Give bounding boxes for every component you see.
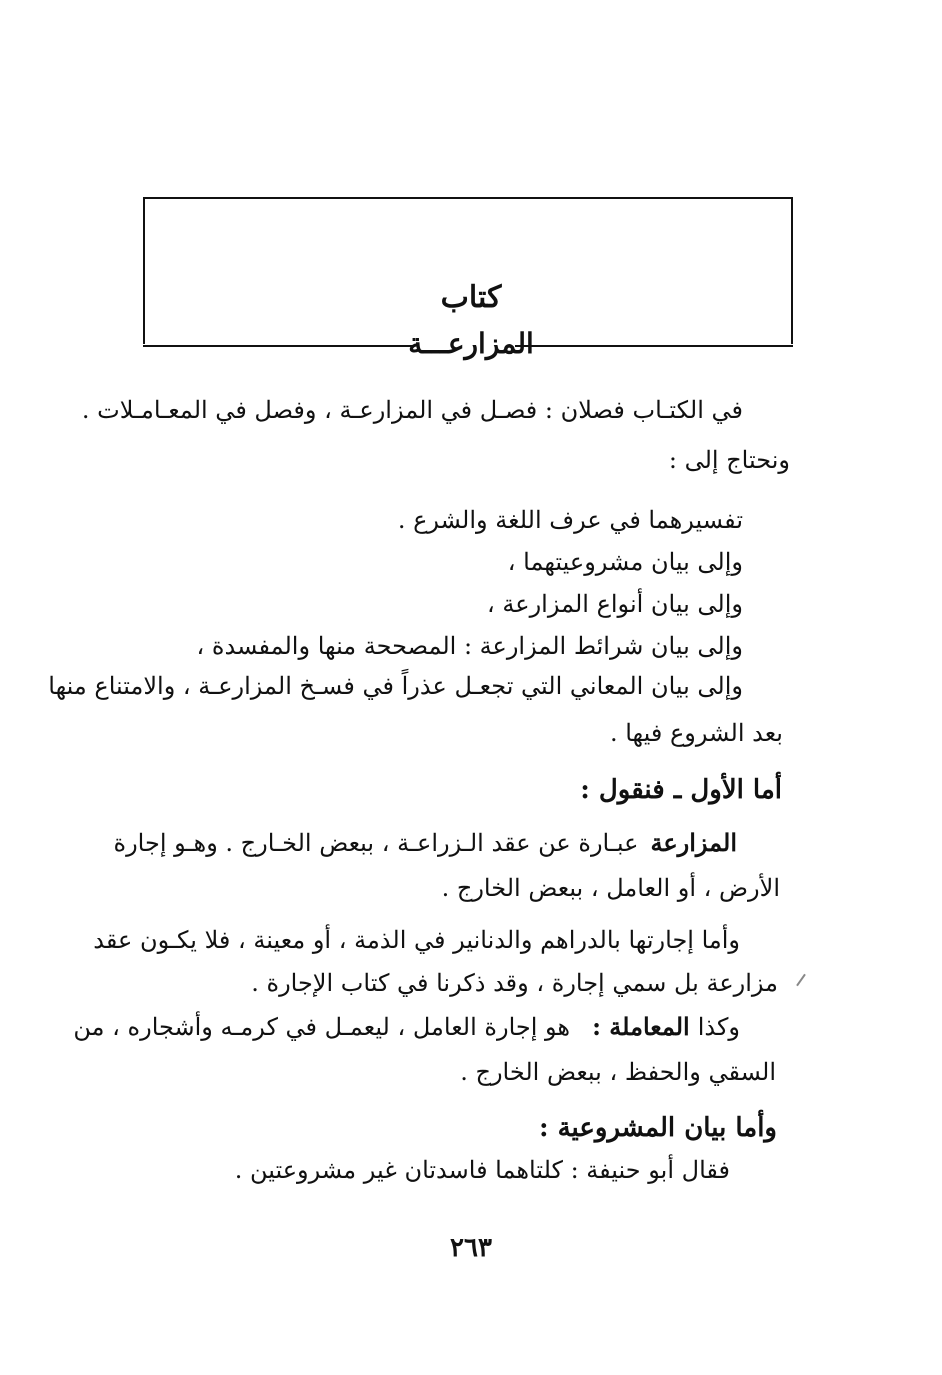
page-number: ٢٦٣ bbox=[450, 1233, 492, 1263]
definition-line-1 bbox=[113, 826, 737, 860]
intro-line-1: في الكتـاب فصلان : فصـل في المزارعـة ، وفصل في المعـامـلات . bbox=[81, 396, 743, 424]
definition-term: المزارعة bbox=[650, 828, 737, 857]
para3-line-1 bbox=[73, 1010, 740, 1044]
list-item-5-continuation: بعد الشروع فيها . bbox=[609, 719, 783, 747]
definition-line-2: الأرض ، أو العامل ، ببعض الخارج . bbox=[441, 874, 780, 902]
para3-prefix: وكذا bbox=[697, 1013, 740, 1041]
para2-line-1: وأما إجارتها بالدراهم والدنانير في الذمة ، أو معينة ، فلا يكـون عقد bbox=[93, 926, 740, 954]
list-item-1: تفسيرهما في عرف اللغة والشرع . bbox=[397, 506, 743, 534]
list-item-4: وإلى بيان شرائط المزارعة : المصححة منها والمفسدة ، bbox=[196, 632, 743, 660]
para3-term: المعاملة : bbox=[592, 1012, 690, 1041]
section-heading-first: أما الأول ـ فنقول : bbox=[580, 775, 782, 805]
definition-line-1-text: عبـارة عن عقد الـزراعـة ، ببعض الخـارج . وهـو إجارة bbox=[113, 829, 639, 857]
para2-line-2: مزارعة بل سمي إجارة ، وقد ذكرنا في كتاب الإجارة . bbox=[251, 969, 778, 997]
final-line: فقال أبو حنيفة : كلتاهما فاسدتان غير مشروعتين . bbox=[234, 1156, 730, 1184]
kitab-label: كتاب bbox=[440, 280, 502, 315]
stray-mark bbox=[796, 974, 806, 987]
list-item-2: وإلى بيان مشروعيتهما ، bbox=[507, 548, 743, 576]
para3-line-2: السقي والحفظ ، ببعض الخارج . bbox=[460, 1058, 776, 1086]
section-heading-legitimacy: وأما بيان المشروعية : bbox=[538, 1113, 777, 1143]
list-item-3: وإلى بيان أنواع المزارعة ، bbox=[487, 590, 743, 618]
intro-line-2: ونحتاج إلى : bbox=[668, 446, 790, 474]
para3-line-1-text: هو إجارة العامل ، ليعمـل في كرمـه وأشجاره ، من bbox=[73, 1013, 571, 1041]
list-item-5: وإلى بيان المعاني التي تجعـل عذراً في فسـخ المزارعـة ، والامتناع منها bbox=[48, 672, 743, 700]
title-frame bbox=[143, 197, 793, 344]
kitab-title: المزارعـــة bbox=[408, 327, 534, 360]
